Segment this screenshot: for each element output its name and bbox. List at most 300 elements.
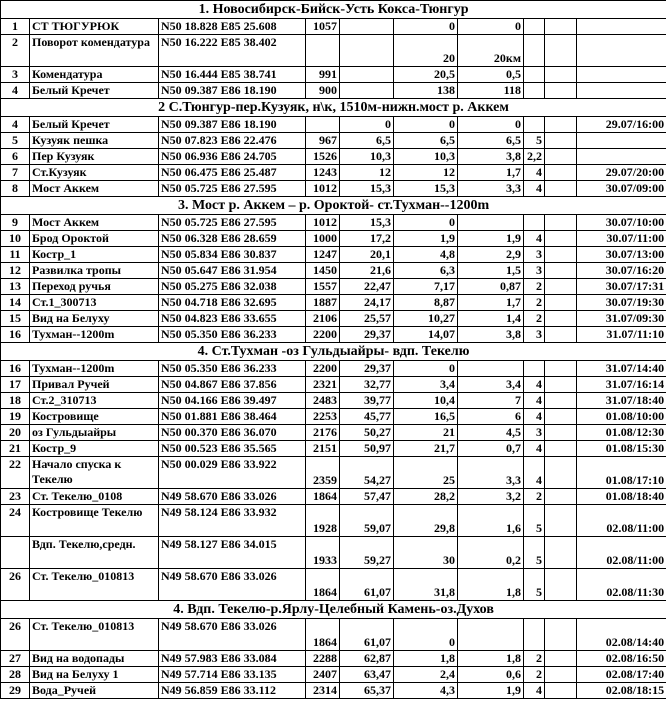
cell-coordinates: N49 58.670 E86 33.026 [159,619,306,651]
cell-speed: 2 [524,295,545,311]
cell-speed [524,361,545,377]
cell-waypoint-name: Костр_9 [30,441,159,457]
table-row [1,619,666,651]
cell-number: 24 [1,505,30,537]
cell-speed [524,67,545,83]
cell-datetime: 31.07/16:14 [577,377,666,393]
table-row [1,117,666,133]
cell-speed: 2 [524,667,545,683]
cell-speed: 4 [524,457,545,489]
cell-waypoint-name: Кузуяк пешка [30,133,159,149]
cell-time [545,247,577,263]
cell-coordinates: N49 58.670 E86 33.026 [159,569,306,601]
table-row [1,35,666,67]
cell-section-distance: 4,8 [394,247,458,263]
cell-total-distance: 59,27 [340,537,394,569]
cell-speed: 4 [524,231,545,247]
cell-total-distance [340,19,394,35]
table-row [1,489,666,505]
cell-total-distance: 0 [340,117,394,133]
cell-waypoint-name: Брод Ороктой [30,231,159,247]
cell-coordinates: N50 06.936 E86 24.705 [159,149,306,165]
cell-time [545,231,577,247]
cell-number: 17 [1,377,30,393]
cell-number: 2 [1,35,30,67]
cell-leg-distance: 3,3 [458,457,524,489]
cell-section-distance: 16,5 [394,409,458,425]
cell-waypoint-name: оз Гульдыайры [30,425,159,441]
cell-total-distance [340,67,394,83]
cell-number: 15 [1,311,30,327]
cell-number: 9 [1,215,30,231]
table-row [1,457,666,489]
cell-speed: 4 [524,409,545,425]
cell-total-distance: 62,87 [340,651,394,667]
cell-altitude: 1557 [306,279,340,295]
cell-speed: 3 [524,247,545,263]
cell-altitude: 967 [306,133,340,149]
cell-altitude: 2407 [306,667,340,683]
cell-speed: 3 [524,425,545,441]
table-row [1,247,666,263]
cell-total-distance: 15,3 [340,215,394,231]
table-row [1,377,666,393]
cell-datetime: 30.07/11:00 [577,231,666,247]
cell-total-distance: 17,2 [340,231,394,247]
cell-altitude: 1864 [306,619,340,651]
cell-altitude: 1887 [306,295,340,311]
cell-coordinates: N50 04.823 E86 33.655 [159,311,306,327]
section-title: 2 С.Тюнгур-пер.Кузуяк, н\к, 1510м-нижн.мост р. Аккем [1,99,666,117]
cell-leg-distance: 118 [458,83,524,99]
cell-waypoint-name: Вид на Белуху 1 [30,667,159,683]
cell-total-distance: 15,3 [340,181,394,197]
cell-altitude: 900 [306,83,340,99]
cell-number: 13 [1,279,30,295]
cell-waypoint-name: Белый Кречет [30,83,159,99]
cell-altitude: 2483 [306,393,340,409]
cell-coordinates: N49 57.983 E86 33.084 [159,651,306,667]
cell-datetime: 30.07/17:31 [577,279,666,295]
cell-speed: 4 [524,377,545,393]
cell-number: 5 [1,133,30,149]
cell-time [545,441,577,457]
cell-waypoint-name: Тухман--1200m [30,327,159,343]
table-row [1,215,666,231]
cell-number: 28 [1,667,30,683]
cell-datetime: 30.07/13:00 [577,247,666,263]
cell-total-distance [340,83,394,99]
table-row [1,295,666,311]
cell-leg-distance: 4,5 [458,425,524,441]
cell-speed: 4 [524,393,545,409]
cell-section-distance: 7,17 [394,279,458,295]
cell-coordinates: N50 05.350 E86 36.233 [159,327,306,343]
cell-waypoint-name: Мост Аккем [30,181,159,197]
cell-datetime: 02.08/17:40 [577,667,666,683]
cell-altitude: 2200 [306,361,340,377]
cell-section-distance: 20,5 [394,67,458,83]
cell-leg-distance: 6 [458,409,524,425]
cell-total-distance: 12 [340,165,394,181]
cell-waypoint-name: Ст. Текелю_010813 [30,619,159,651]
cell-time [545,83,577,99]
cell-section-distance: 21 [394,425,458,441]
cell-datetime: 02.08/11:00 [577,505,666,537]
cell-number: 10 [1,231,30,247]
cell-waypoint-name: Ст.Кузуяк [30,165,159,181]
cell-speed: 2 [524,489,545,505]
cell-waypoint-name: Вдп. Текелю,средн. [30,537,159,569]
cell-time [545,133,577,149]
cell-waypoint-name: Костровище [30,409,159,425]
route-table-body [1,1,666,699]
cell-coordinates: N50 01.881 E86 38.464 [159,409,306,425]
table-row [1,441,666,457]
cell-coordinates: N50 00.029 E86 33.922 [159,457,306,489]
cell-coordinates: N50 05.275 E86 32.038 [159,279,306,295]
cell-leg-distance: 1,6 [458,505,524,537]
section-header-row [1,601,666,619]
cell-datetime: 02.08/11:00 [577,537,666,569]
cell-number: 12 [1,263,30,279]
cell-speed [524,215,545,231]
cell-datetime: 30.07/10:00 [577,215,666,231]
section-header-row [1,99,666,117]
cell-datetime: 02.08/16:50 [577,651,666,667]
cell-total-distance: 65,37 [340,683,394,699]
cell-number: 19 [1,409,30,425]
cell-waypoint-name: Ст.1_300713 [30,295,159,311]
cell-total-distance: 24,17 [340,295,394,311]
cell-datetime: 01.08/18:40 [577,489,666,505]
cell-speed [524,19,545,35]
cell-number: 18 [1,393,30,409]
section-title: 4. Ст.Тухман -оз Гульдыайры- вдп. Текелю [1,343,666,361]
cell-altitude: 1000 [306,231,340,247]
cell-coordinates: N50 16.222 E85 38.402 [159,35,306,67]
cell-number: 4 [1,117,30,133]
cell-datetime: 02.08/11:30 [577,569,666,601]
cell-time [545,619,577,651]
cell-section-distance: 138 [394,83,458,99]
cell-section-distance: 1,8 [394,651,458,667]
cell-section-distance: 30 [394,537,458,569]
cell-coordinates: N49 56.859 E86 33.112 [159,683,306,699]
cell-altitude: 1864 [306,489,340,505]
cell-total-distance: 21,6 [340,263,394,279]
cell-time [545,35,577,67]
cell-datetime: 30.07/19:30 [577,295,666,311]
cell-altitude: 1247 [306,247,340,263]
cell-leg-distance: 6,5 [458,133,524,149]
cell-leg-distance [458,361,524,377]
cell-number: 23 [1,489,30,505]
cell-leg-distance: 1,9 [458,683,524,699]
cell-total-distance: 50,27 [340,425,394,441]
cell-coordinates: N49 57.714 E86 33.135 [159,667,306,683]
cell-number: 26 [1,619,30,651]
cell-waypoint-name: Поворот комендатура [30,35,159,67]
cell-number: 3 [1,67,30,83]
table-row [1,667,666,683]
cell-speed: 2,2 [524,149,545,165]
cell-section-distance: 29,8 [394,505,458,537]
cell-waypoint-name: Вид на Белуху [30,311,159,327]
cell-coordinates: N50 05.834 E86 30.837 [159,247,306,263]
cell-altitude: 1057 [306,19,340,35]
cell-number: 7 [1,165,30,181]
cell-time [545,569,577,601]
cell-section-distance: 6,5 [394,133,458,149]
cell-leg-distance: 1,5 [458,263,524,279]
cell-total-distance: 29,37 [340,361,394,377]
cell-total-distance: 39,77 [340,393,394,409]
table-row [1,683,666,699]
cell-altitude: 2321 [306,377,340,393]
cell-speed [524,83,545,99]
cell-waypoint-name: Костр_1 [30,247,159,263]
cell-time [545,181,577,197]
cell-waypoint-name: Белый Кречет [30,117,159,133]
cell-datetime: 02.08/14:40 [577,619,666,651]
cell-leg-distance: 1,8 [458,651,524,667]
cell-altitude: 991 [306,67,340,83]
cell-waypoint-name: Вид на водопады [30,651,159,667]
cell-section-distance: 0 [394,117,458,133]
cell-leg-distance: 0 [458,19,524,35]
cell-datetime [577,149,666,165]
cell-time [545,505,577,537]
cell-altitude: 2288 [306,651,340,667]
cell-altitude: 1450 [306,263,340,279]
cell-waypoint-name: Пер Кузуяк [30,149,159,165]
cell-coordinates: N50 00.370 E86 36.070 [159,425,306,441]
cell-coordinates: N50 18.828 E85 25.608 [159,19,306,35]
cell-total-distance [340,35,394,67]
cell-time [545,425,577,441]
cell-section-distance: 3,4 [394,377,458,393]
cell-section-distance: 21,7 [394,441,458,457]
cell-altitude: 1012 [306,181,340,197]
cell-datetime: 31.07/09:30 [577,311,666,327]
cell-coordinates: N49 58.124 E86 33.932 [159,505,306,537]
cell-datetime [577,35,666,67]
table-row [1,181,666,197]
cell-section-distance: 6,3 [394,263,458,279]
cell-leg-distance: 1,9 [458,231,524,247]
cell-waypoint-name: СТ ТЮГУРЮК [30,19,159,35]
cell-number: 22 [1,457,30,489]
cell-time [545,117,577,133]
cell-leg-distance: 0,87 [458,279,524,295]
cell-total-distance: 50,97 [340,441,394,457]
cell-leg-distance [458,619,524,651]
table-row [1,361,666,377]
cell-leg-distance: 1,8 [458,569,524,601]
cell-waypoint-name: Привал Ручей [30,377,159,393]
cell-coordinates: N50 06.328 E86 28.659 [159,231,306,247]
cell-speed: 5 [524,537,545,569]
cell-leg-distance: 3,8 [458,327,524,343]
table-row [1,67,666,83]
table-row [1,311,666,327]
cell-leg-distance: 0,7 [458,441,524,457]
cell-number: 29 [1,683,30,699]
cell-leg-distance: 7 [458,393,524,409]
table-row [1,425,666,441]
cell-section-distance: 20 [394,35,458,67]
cell-time [545,651,577,667]
cell-altitude: 1526 [306,149,340,165]
cell-altitude: 2359 [306,457,340,489]
cell-datetime: 29.07/20:00 [577,165,666,181]
cell-section-distance: 14,07 [394,327,458,343]
cell-number: 14 [1,295,30,311]
cell-number: 6 [1,149,30,165]
cell-speed [524,117,545,133]
cell-speed: 2 [524,311,545,327]
cell-speed: 2 [524,651,545,667]
cell-time [545,393,577,409]
cell-datetime: 29.07/16:00 [577,117,666,133]
cell-time [545,409,577,425]
cell-number: 4 [1,83,30,99]
cell-time [545,457,577,489]
cell-coordinates: N50 04.718 E86 32.695 [159,295,306,311]
table-row [1,165,666,181]
cell-time [545,215,577,231]
cell-time [545,683,577,699]
cell-altitude [306,117,340,133]
cell-leg-distance: 0 [458,117,524,133]
cell-leg-distance: 1,7 [458,165,524,181]
cell-waypoint-name: Комендатура [30,67,159,83]
cell-coordinates: N50 09.387 E86 18.190 [159,83,306,99]
cell-number: 8 [1,181,30,197]
cell-speed: 5 [524,569,545,601]
table-row [1,569,666,601]
cell-leg-distance: 3,2 [458,489,524,505]
cell-datetime: 01.08/10:00 [577,409,666,425]
cell-total-distance: 32,77 [340,377,394,393]
cell-altitude [306,35,340,67]
table-row [1,149,666,165]
cell-total-distance: 6,5 [340,133,394,149]
table-row [1,19,666,35]
cell-waypoint-name: Ст. Текелю_0108 [30,489,159,505]
cell-section-distance: 10,27 [394,311,458,327]
cell-time [545,489,577,505]
cell-section-distance: 15,3 [394,181,458,197]
cell-leg-distance: 3,8 [458,149,524,165]
cell-datetime [577,19,666,35]
cell-number: 1 [1,19,30,35]
cell-total-distance: 20,1 [340,247,394,263]
cell-total-distance: 45,77 [340,409,394,425]
cell-time [545,295,577,311]
cell-waypoint-name: Начало спуска к Текелю [30,457,159,489]
cell-altitude: 2176 [306,425,340,441]
cell-speed: 3 [524,327,545,343]
cell-number: 27 [1,651,30,667]
table-row [1,231,666,247]
cell-number: 16 [1,327,30,343]
section-title: 4. Вдп. Текелю-р.Ярлу-Целебный Камень-оз.Духов [1,601,666,619]
cell-section-distance: 25 [394,457,458,489]
cell-time [545,67,577,83]
cell-speed [524,619,545,651]
cell-total-distance: 10,3 [340,149,394,165]
cell-time [545,537,577,569]
cell-coordinates: N50 05.725 E86 27.595 [159,215,306,231]
cell-altitude: 1864 [306,569,340,601]
cell-number: 21 [1,441,30,457]
cell-coordinates: N50 07.823 E86 22.476 [159,133,306,149]
cell-leg-distance: 0,6 [458,667,524,683]
cell-datetime: 31.07/18:40 [577,393,666,409]
cell-total-distance: 54,27 [340,457,394,489]
cell-waypoint-name: Мост Аккем [30,215,159,231]
cell-section-distance: 8,87 [394,295,458,311]
cell-coordinates: N50 06.475 E86 25.487 [159,165,306,181]
cell-time [545,311,577,327]
cell-total-distance: 63,47 [340,667,394,683]
cell-time [545,377,577,393]
cell-datetime: 30.07/09:00 [577,181,666,197]
cell-altitude: 2200 [306,327,340,343]
table-row [1,409,666,425]
cell-datetime: 31.07/14:40 [577,361,666,377]
section-title: 1. Новосибирск-Бийск-Усть Кокса-Тюнгур [1,1,666,19]
section-header-row [1,197,666,215]
cell-coordinates: N50 00.523 E86 35.565 [159,441,306,457]
cell-section-distance: 31,8 [394,569,458,601]
cell-coordinates: N50 05.725 E86 27.595 [159,181,306,197]
cell-coordinates: N50 04.166 E86 39.497 [159,393,306,409]
cell-datetime [577,83,666,99]
cell-speed: 4 [524,683,545,699]
cell-datetime: 31.07/11:10 [577,327,666,343]
cell-time [545,149,577,165]
cell-waypoint-name: Развилка тропы [30,263,159,279]
cell-speed: 3 [524,263,545,279]
cell-speed: 5 [524,133,545,149]
cell-coordinates: N49 58.127 E86 34.015 [159,537,306,569]
table-row [1,83,666,99]
cell-datetime: 01.08/17:10 [577,457,666,489]
cell-leg-distance: 1,4 [458,311,524,327]
table-row [1,133,666,149]
cell-datetime [577,133,666,149]
table-row [1,505,666,537]
table-row [1,279,666,295]
cell-waypoint-name: Костровище Текелю [30,505,159,537]
cell-total-distance: 22,47 [340,279,394,295]
cell-coordinates: N50 05.350 E86 36.233 [159,361,306,377]
cell-altitude: 2253 [306,409,340,425]
cell-datetime: 02.08/18:15 [577,683,666,699]
cell-section-distance: 0 [394,19,458,35]
cell-total-distance: 25,57 [340,311,394,327]
table-row [1,393,666,409]
cell-number: 16 [1,361,30,377]
cell-waypoint-name: Вода_Ручей [30,683,159,699]
cell-waypoint-name: Ст. Текелю_010813 [30,569,159,601]
cell-time [545,667,577,683]
cell-total-distance: 59,07 [340,505,394,537]
cell-section-distance: 10,3 [394,149,458,165]
